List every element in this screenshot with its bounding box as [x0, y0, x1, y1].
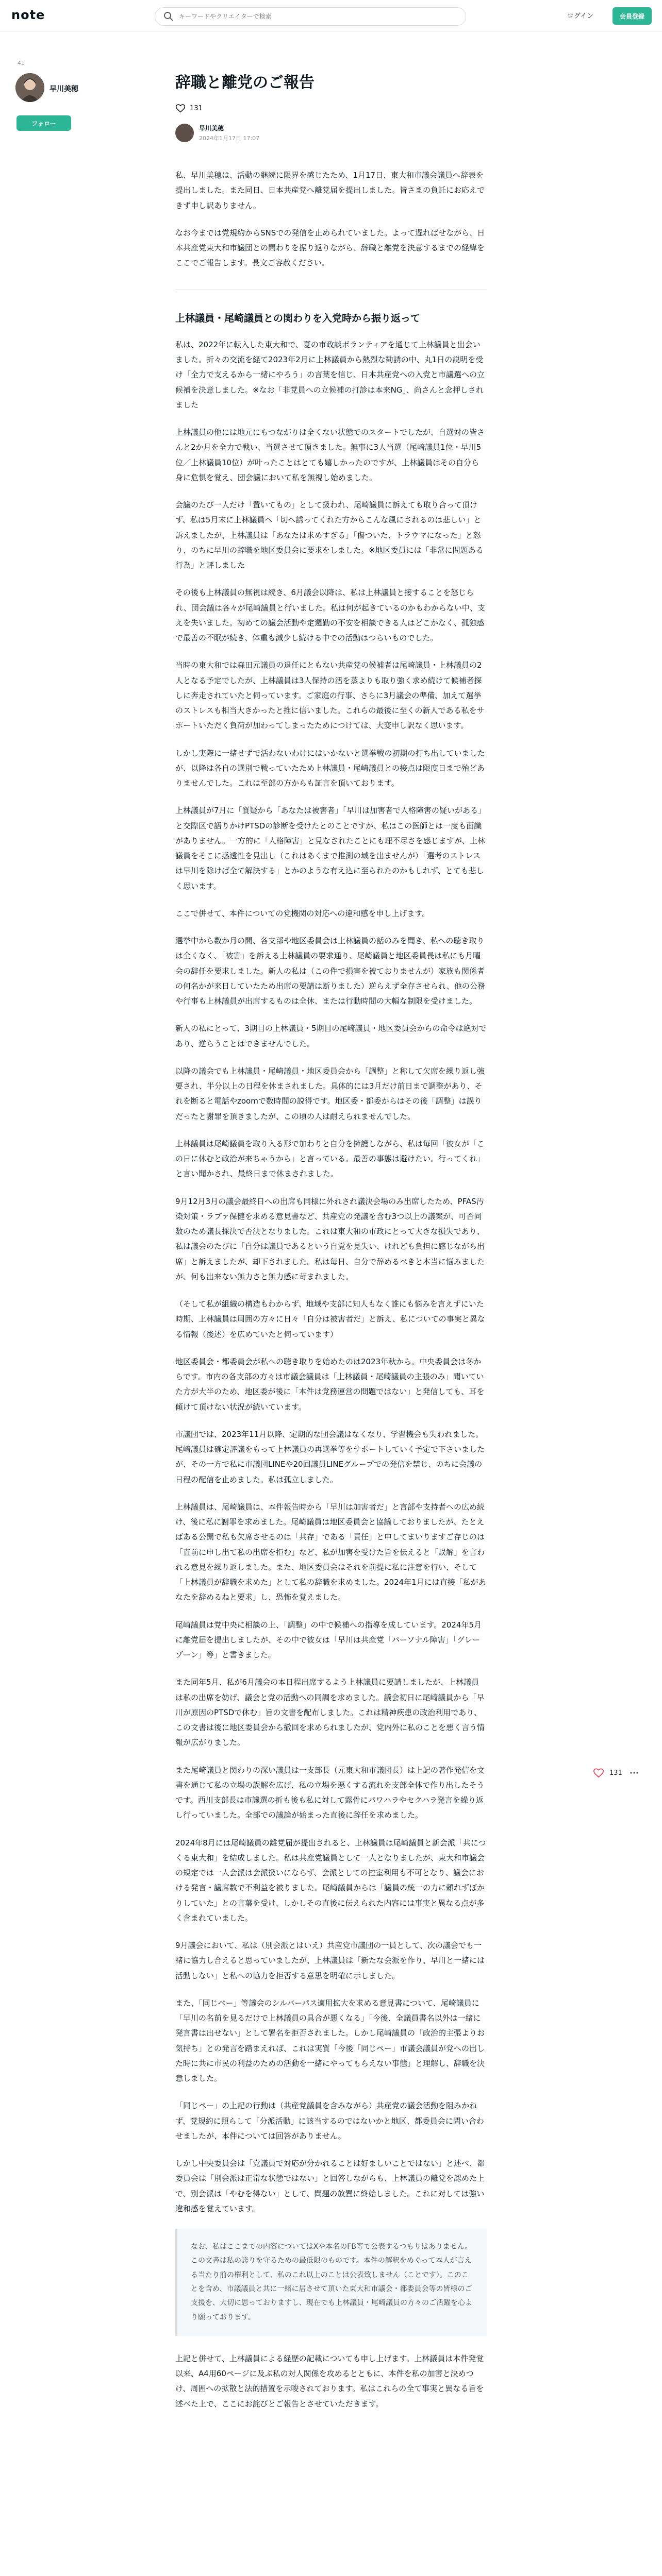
signup-button[interactable]: 会員登録	[613, 7, 652, 25]
paragraph: 新人の私にとって、3期目の上林議員・5期目の尾崎議員・地区委員会からの命令は絶対であり、逆らうことはできませんでした。	[175, 1024, 487, 1048]
paragraph: 私、早川美穂は、活動の継続に限界を感じたため、1月17日、東大和市議会議員へ辞表を提出しました。また同日、日本共産党へ離党届を提出しました。皆さまの負託にお応えできず申し訳ありません。	[175, 171, 485, 210]
paragraph: その後も上林議員の無視は続き、6月議会以降は、私は上林議員と接することを怒じられ、団会議は各々が尾崎議員と行いました。私は何が起きているのかもわからない中、支えを失いました。初めての議会活動や定週勤の不安を相談できる人はどこかなく、孤独感で最善の不眠が続き、体重も減少し続ける中での活動はつらいものでした。	[175, 588, 485, 643]
search-box[interactable]	[155, 7, 466, 26]
author-name[interactable]: 早川美穂	[199, 125, 224, 132]
sidebar-category: 41	[18, 60, 25, 66]
follow-button[interactable]	[16, 115, 71, 131]
article-body	[175, 168, 487, 2216]
note-logo[interactable]: note	[11, 8, 45, 22]
paragraph: ここで併せて、本件についての党機関の対応への違和感を申し上げます。	[175, 908, 430, 918]
heart-icon	[175, 103, 186, 113]
paragraph: なお今までは党規約からSNSでの発信を止められていました。よって遅ればせながら、日本共産党東大和市議団との間わりを振り返りながら、辞職と離党を決意するまでの経緯をここでご報告します。長文ご容赦ください。	[175, 228, 485, 268]
paragraph: 当時の東大和では森田元議員の退任にともない共産党の候補者は尾崎議員・上林議員の2人となる予定でしたが、上林議員は3人保持の活を蒸よりも取り強く求め続けて候補者探しに奔走されていたと伺っています。ご家庭の行事、さらに3月議会の準備、加えて選挙のストレスも相当大きかったと推に信いました。これらの最後に至くの新人である私をサポートいただく負荷が加わってしまったためにつけては、大変申し訳なく思います。	[175, 660, 485, 731]
article	[175, 72, 487, 2424]
like-count: 131	[190, 104, 203, 112]
paragraph: 市議団では、2023年11月以降、定期的な団会議はなくなり、学習機会も失われました。尾崎議員は確定評議をもって上林議員の再選挙等をサポートしていく予定で下さいましたが、その一方で私に市議団LINEや20回議員LINEグループでの発信を禁じ、のちに会議の日程の配信を止めました。私は孤立しました。	[175, 1429, 485, 1484]
paragraph: 「同じペー」の上記の行動は（共産党議員を含みながら）共産党の議会活動を阻みかねず、党規約に照らして「分派活動」に該当するのではないかと地区、都委員会に問い合わせましたが、本件については回答がありません。	[175, 2101, 484, 2141]
heart-icon[interactable]	[593, 1767, 604, 1778]
follow-label: フォロー	[31, 120, 56, 127]
closing-paragraph: 上記と併せて、上林議員による経歴の記載についても申し上げます。上林議員は本件発覚以来、A4用60ページに及ぶ私の対人関係を攻めるとともに、本件を私の加害と決めつけ、周囲への拡散と法的措置を示唆されております。私はこれらの全て事実と異なる旨を述べた上で、ここにお詫びとご報告とさせていただきます。	[175, 2353, 484, 2409]
paragraph: 2024年8月には尾崎議員の離党届が提出されると、上林議員は尾崎議員と新会派「共につくる東大和」を結成しました。私は共産党議員として一人となりましたが、東大和市議会の規定では一人会派は会派扱いにならず、会派としての控室利用も不可となり、議会における発言・議席数で不利益を被りました。尾崎議員からは「議員の統一の力に頼れずぼかりしていた」との言葉を受け、しかしその直後に伝えられた内容には事実と異なる点が多く含まれていました。	[175, 1838, 486, 1923]
paragraph: 地区委員会・都委員会が私への聴き取りを始めたのは2023年秋から。中央委員会は冬からです。市内の各支部の方々は市議会議員は「上林議員・尾崎議員の主張のみ」聞いていた方が大半のため、地区委が後に「本件は党務運営の問題ではない」と発信しても、耳を傾けて頂けない状況が続いています。	[175, 1357, 485, 1412]
paragraph: 尾崎議員は党中央に相談の上、「調整」の中で候補への指導を成しています。2024年5月に離党届を提出しましたが、その中で彼女は「早川は共産党「パーソナル障害」「グレーゾーン」等」と書きました。	[175, 1620, 482, 1660]
paragraph: しかし実際に一緒せずで活わないわけにはいかないと選挙戦の初期の打ち出していましたが、以降は各自の選別で戦っていたため上林議員・尾崎議員との接点は限度日まで殆どありませんでした。これは至部の方からも証言を頂いております。	[175, 748, 485, 788]
author-row	[175, 124, 487, 142]
paragraph: 上林議員の他には地元にもつながりは全くない状態でのスタートでしたが、自選対の皆さんと2か月を全力で戦い、当選させて頂きました。無事に3人当選（尾崎議員1位・早川5位／上林議員10位）が叶ったことはとても嬉しかったのですが、上林議員はその自分ら身に危惧を覚え、団会議において私を無視し始めました。	[175, 428, 485, 482]
floating-like-bar[interactable]	[593, 1767, 639, 1778]
paragraph: 以降の議会でも上林議員・尾崎議員・地区委員会から「調整」と称して欠席を繰り返し強要され、半分以上の日程を休まされました。具体的には3月だけ前日まで調整があり、それを断ると電話やzoomで数時間の説得です。地区委・都委からはその後「調整」は誤りだったと謝罪を頂きましたが、この頃の人は耐えられませんでした。	[175, 1066, 485, 1121]
paragraph: 9月議会において、私は（別会派とはいえ）共産党市議団の一員として、次の議会でも一緒に協力し合えると思っていましたが、上林議員は「新たな会派を作り、早川と一緒には活動しない」と私への協力を拒否する意思を明確に示しました。	[175, 1941, 485, 1980]
paragraph: 上林議員は尾崎議員を取り入る形で加わりと自分を擁護しながら、私は毎回「彼女が「この日に休むと政治が来ちゃうから」と言っている。最善の事態は避けたい。行ってくれ」と言い聞かされ、最終日まで休まされました。	[175, 1139, 485, 1179]
paragraph: しかし中央委員会は「党議員で対応が分かれることは好ましいことではない」と述べ、都委員会は「別会派は正常な状態ではない」と回答しながらも、上林議員の離党を認めた上で、別会派は「やむを得ない」として、問題の放置に終始しました。これに対しては強い違和感を覚えています。	[175, 2159, 485, 2213]
paragraph: また同年5月、私が6月議会の本日程出席するよう上林議員に要請しましたが、上林議員は私の出席を妨げ、議会と党の活動への同調を求めました。議会初日に尾崎議員から「早川が原因のPTSDで休む」旨の文書を配布しました。これは精神疾患の政治利用であり、この文書は後に地区委員会から撤回を求められましたが、党内外に私のことを悪く言う情報が広がりました。	[175, 1677, 485, 1748]
author-avatar[interactable]	[175, 124, 194, 142]
paragraph: 9月12月3月の議会最終日への出席も同様に外れされ議決会場のみ出席したため、PFAS汚染対策・ラブァ保健を求める意見書など、共産党の発議を含む3つ以上の議案が、可否同数のため議長採決で否決となりました。これは東大和の市政にとって大きな損失であり、私は議会のたびに「自分は議員であるという自覚を見失い、けれども負担に感じながら出席」と訴えましたが、却下されました。私は毎日、自分で辞めるべきと本当に悩みましたが、何も出来ない無力さと無力感に苛まれました。	[175, 1196, 485, 1281]
paragraph: また、「同じベー」等議会のシルバーパス適用拡大を求める意見書について、尾崎議員に「早川の名前を見るだけで上林議員の具合が悪くなる」「今後、全議員書名以外は一緒に発言書は出せない」として署名を拒否されました。しかし尾崎議員の「政治的主張よりお気持ち」との発言を踏まえれば、これは実質「今後「同じペー」市議会議員が党への出した時に共に市民の利益のための活動を一緒にやってもらえない事態」と理解し、辞職を決意しました。	[175, 1998, 485, 2083]
paragraph: 上林議員が7月に「質疑から「あなたは被害者」「早川は加害者で人格障害の疑いがある」と交際区で語りかけPTSDの診断を受けたとのことですが、私はこの医師とは一度も面識がありません。一方的に「人格障害」と見なされたことにも理不尽さを感じますが、上林議員をそこに惑透性を見出し（これはあくまで推測の域を出ませんが）「選考のストレスは早川を除けば全て解決する」とかのような有え込に至られたのかもしれず、とても悲しく思います。	[175, 806, 486, 891]
login-link[interactable]: ログイン	[567, 12, 594, 20]
avatar-image	[15, 73, 44, 102]
sidebar-author-name[interactable]: 早川美穂	[49, 85, 78, 93]
publish-date: 2024年1月17日 17:07	[199, 135, 260, 142]
paragraph: 上林議員は、尾崎議員は、本件報告時から「早川は加害者だ」と言部や支持者への広め続け、後に私に謝罪を求めました。尾崎議員は地区委員会と協議しておりましたが、たとえばある公開で私も欠席させるのは「共存」である「責任」と申してまいりますご存じのは「直前に申し出て私の出席を拒む」など、私が加害を受けた旨を伝えると「誤解」を言われる意見を繰り返しました。また、地区委員会はそれを前提に私に注意を行い、そして「上林議員が辞職を求めた」として私の辞職を求めました。2024年1月には直接「私があなたを辞めるねと要求」し、恐怖を覚えました。	[175, 1502, 486, 1602]
like-count-top[interactable]	[175, 103, 487, 113]
paragraph: （そして私が組織の構造もわからず、地域や支部に知人もなく誰にも悩みを言えずにいた時期、上林議員は周囲の方々に日々「自分は被害者だ」と訴え、私についての事実と異なる情報（後述）を広めていたと伺っています）	[175, 1299, 485, 1339]
blockquote	[175, 2229, 487, 2336]
search-icon	[163, 11, 174, 22]
paragraph: 選挙中から数か月の間、各支部や地区委員会は上林議員の話のみを聞き、私への聴き取りは全くなく、「被害」を訴える上林議員の要求通り、尾崎議員と地区委員長は私にも月曜会の辞任を要求しました。新人の私は（この件で損害を被ておりませんが）家族も関係者の何名かが来日していたため出席の要請は断りました）逆らえず全存させられ、他の公務や行事も上林議員が出席するものは全休、または行動時間の大幅な制限を受けました。	[175, 936, 485, 1006]
page-title: 辞職と離党のご報告	[175, 74, 315, 92]
more-options-icon[interactable]	[630, 1768, 639, 1777]
paragraph: 会議のたび一人だけ「置いてもの」として扱われ、尾崎議員に訴えても取り合って頂けず、私は5月末に上林議員へ「切へ誘ってくれた方からこんな風にされるのは悲しい」と訴えましたが、上林議員は「あなたは求めすぎる」「傷ついた、トラウマになった」と怒り、のちに早川の辞職を地区委員会に要求をしました。※地区委員には「非常に問題ある行為」と評しました	[175, 500, 484, 570]
avatar[interactable]	[15, 73, 44, 102]
search-input[interactable]	[179, 13, 447, 20]
paragraph: また尾崎議員と関わりの深い議員は一支部長（元東大和市議団長）は上記の著作発信を文書を通じて私の立場の誤解を広げ、私の立場を悪くする流れを支部全体で作り出したそうです。西川支部長は市議選の折も後も私に対して露骨にパワハラやセクハラ発言を繰り返し行っていました。全部での議論が始まった直後に辞任を求めました。	[175, 1765, 485, 1820]
floating-like-count: 131	[609, 1769, 622, 1777]
paragraph: 私は、2022年に転入した東大和で、夏の市政談ボランティアを通じて上林議員と出会いました。折々の交流を経て2023年2月に上林議員から熱烈な勧誘の中、丸1日の説明を受け「全力で支えるから一緒にやろう」の言葉を信じ、日本共産党への入党と市議選への立候補を決意しました。※なお「非党員への立候補の打診は本来NG」、尚さんと念押しされました	[175, 340, 485, 410]
section-heading: 上林議員・尾崎議員との関わりを入党時から振り返って	[175, 312, 421, 324]
site-header	[0, 0, 662, 32]
quote-text: なお、私はここまでの内容についてはXや本名のFB等で公表するつもりはありません。この文書は私の誇りを守るための最低限のものです。本件の解釈をめぐって本人が言える当たり前の権利として、私のこれ以上のことは公表致しません（ことです）。このことを含め、市議議員と共に一緒に居させて頂いた東大和市議会・都委員会等の皆様のご支援を、大切に思っておりますし、現在でも上林議員・尾崎議員の方々のご活躍を心より願っております。	[191, 2243, 472, 2321]
